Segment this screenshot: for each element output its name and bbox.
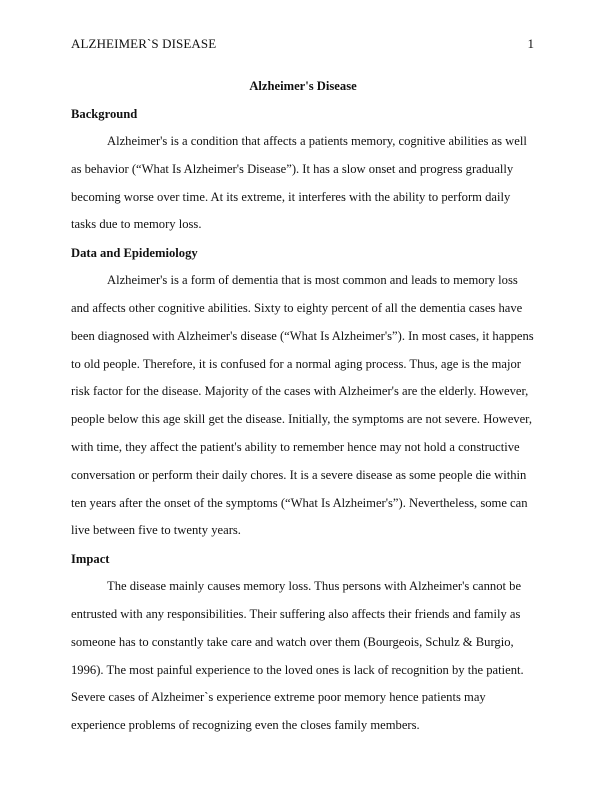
running-head: ALZHEIMER`S DISEASE	[71, 36, 217, 51]
document-body	[71, 72, 535, 740]
document-title: Alzheimer's Disease	[249, 79, 357, 93]
paragraph-data-epidemiology: Alzheimer's is a form of dementia that is most common and leads to memory loss and affects other cognitive abilities. Sixty to eighty percent of all the dementia cases have been diagnosed with Alzheimer's disease (“What Is Alzheimer's”). In most cases, it happens to old people. Therefore, it is confused for a normal aging process. Thus, age is the major risk factor for the disease. Majority of the cases with Alzheimer's are the elderly. However, people below this age skill get the disease. Initially, the symptoms are not severe. However, with time, they affect the patient's ability to remember hence may not hold a constructive conversation or perform their daily chores. It is a severe disease as some people die within ten years after the onset of the symptoms (“What Is Alzheimer's”). Nevertheless, some can live between five to twenty years.	[71, 273, 534, 538]
paragraph-impact: The disease mainly causes memory loss. Thus persons with Alzheimer's cannot be entrusted with any responsibilities. Their suffering also affects their friends and family as someone has to constantly take care and watch over them (Bourgeois, Schulz & Burgio, 1996). The most painful experience to the loved ones is lack of recognition by the patient. Severe cases of Alzheimer`s experience extreme poor memory hence patients may experience problems of recognizing even the closes family members.	[71, 579, 524, 733]
section-heading-background: Background	[71, 107, 138, 121]
page-number: 1	[527, 36, 534, 51]
paragraph-background: Alzheimer's is a condition that affects a patients memory, cognitive abilities as well as behavior (“What Is Alzheimer's Disease”). It has a slow onset and progress gradually becoming worse over time. At its extreme, it interferes with the ability to perform daily tasks due to memory loss.	[71, 134, 527, 232]
section-heading-data-epidemiology: Data and Epidemiology	[71, 246, 198, 261]
section-heading-impact: Impact	[71, 552, 110, 567]
